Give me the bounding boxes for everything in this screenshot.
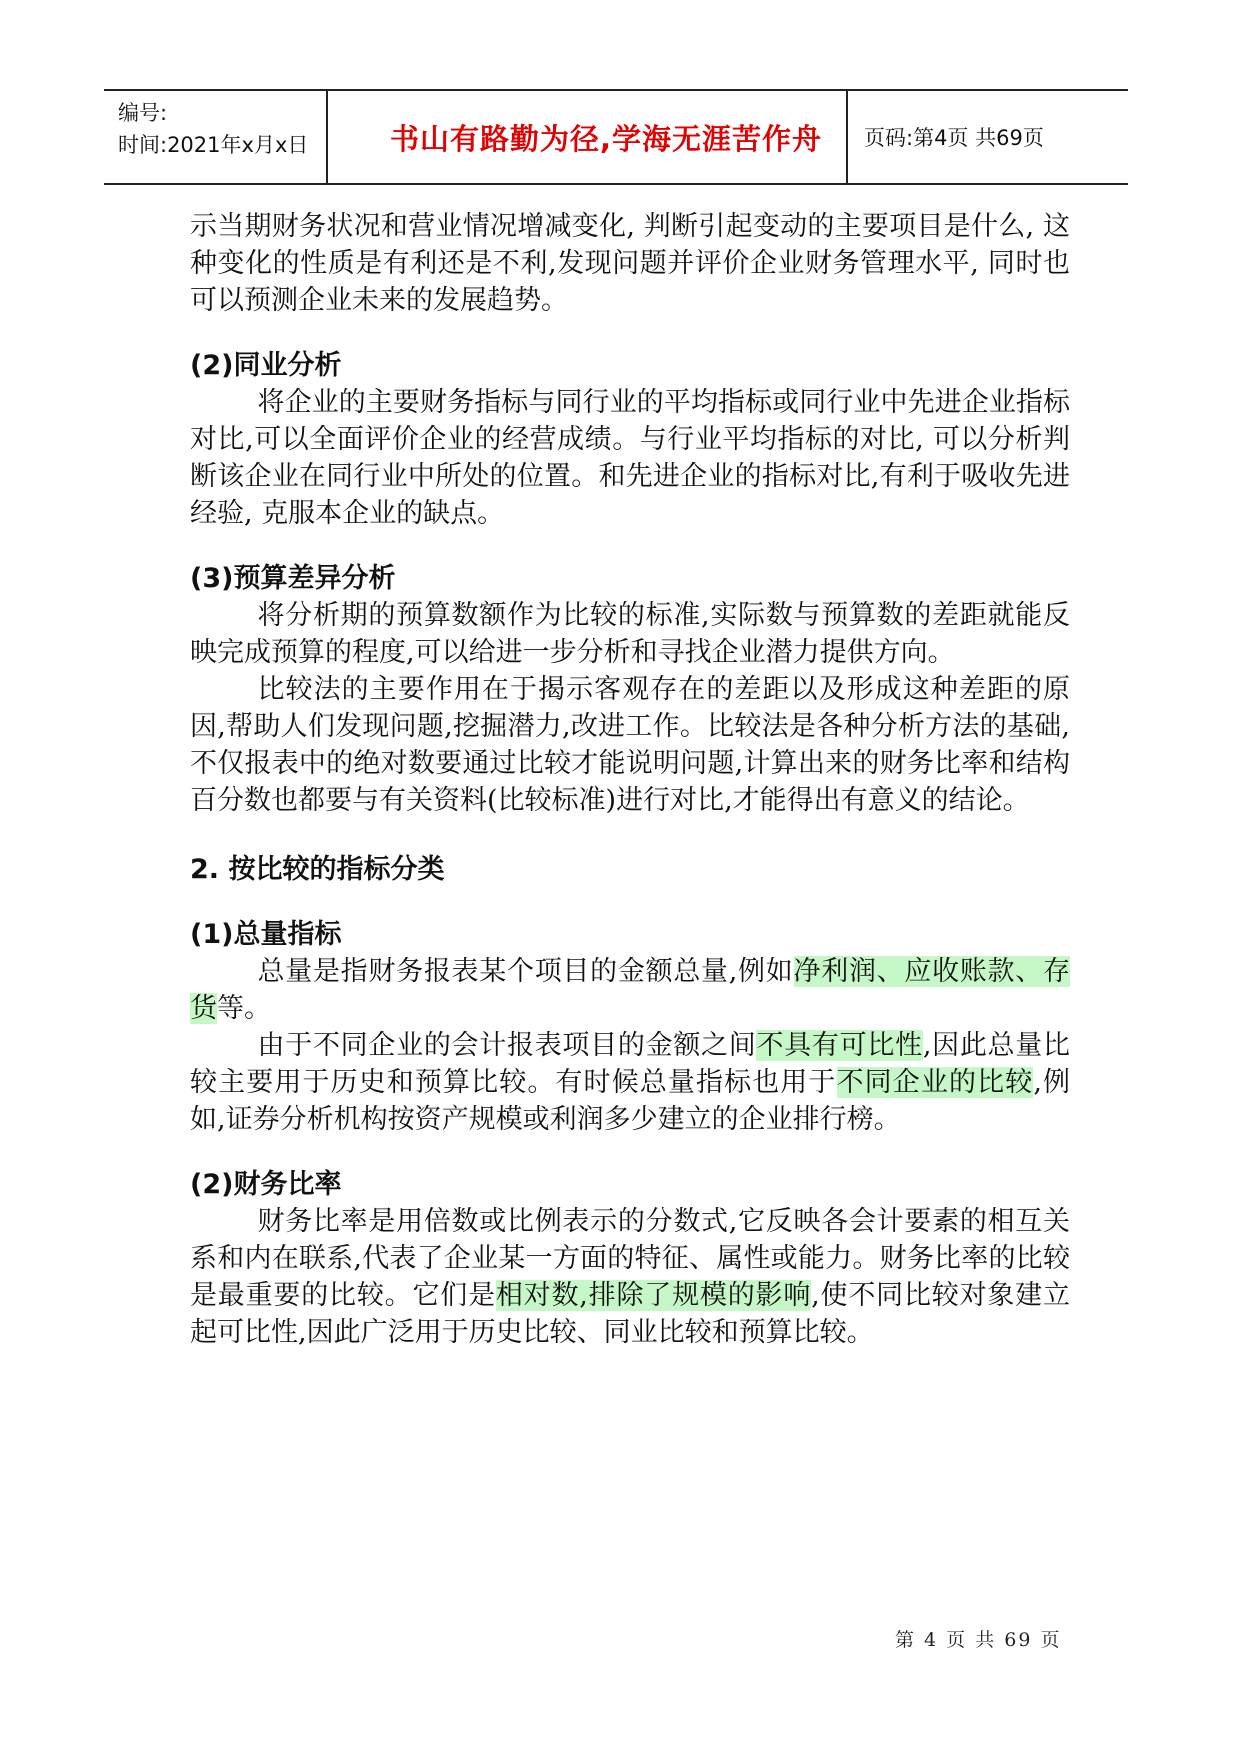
paragraph-ratio <box>190 1203 1070 1351</box>
header-page-number: 页码:第4页 共69页 <box>864 126 1044 150</box>
highlighted-text: 净利润、应收账款、存货 <box>190 956 1070 1024</box>
header-divider-right <box>846 91 848 183</box>
highlighted-text: 不具有可比性 <box>756 1030 923 1061</box>
text-run: ,使不同比较对象建立起可比性,因此广泛用于历史比较、同业比较和预算比较。 <box>190 1280 1070 1348</box>
section-heading-budget: (3)预算差异分析 <box>190 563 396 594</box>
document-time-label: 时间:2021年x月x日 <box>118 133 309 157</box>
paragraph-comparison: 比较法的主要作用在于揭示客观存在的差距以及形成这种差距的原因,帮助人们发现问题,挖掘潜力,改进工作。比较法是各种分析方法的基础,不仅报表中的绝对数要通过比较才能说明问题,计算出来的财务比率和结构百分数也都要与有关资料(比较标准)进行对比,才能得出有意义的结论。 <box>190 674 1070 816</box>
section-heading-total: (1)总量指标 <box>190 919 342 950</box>
paragraph-budget: 将分析期的预算数额作为比较的标准,实际数与预算数的差距就能反映完成预算的程度,可以给进一步分析和寻找企业潜力提供方向。 <box>190 600 1070 668</box>
text-run: 由于不同企业的会计报表项目的金额之间 <box>257 1030 757 1061</box>
highlighted-text: 相对数,排除了规模的影响 <box>495 1280 812 1311</box>
paragraph-intro: 示当期财务状况和营业情况增减变化, 判断引起变动的主要项目是什么, 这种变化的性质是有利还是不利,发现问题并评价企业财务管理水平, 同时也可以预测企业未来的发展趋势。 <box>190 211 1070 316</box>
header-meta <box>118 97 308 161</box>
paragraph-total <box>190 953 1070 1027</box>
section-heading-by-indicator: 2. 按比较的指标分类 <box>190 854 445 885</box>
text-run: ,因此总量比较主要用于历史和预算比较。有时候总量指标也用于 <box>190 1030 1070 1098</box>
highlighted-text: 不同企业的比较 <box>836 1067 1034 1098</box>
text-run: 总量是指财务报表某个项目的金额总量,例如 <box>257 956 794 987</box>
document-number-label: 编号: <box>118 101 168 125</box>
section-heading-ratio: (2)财务比率 <box>190 1169 342 1200</box>
document-body <box>190 208 1070 1351</box>
text-run: 等。 <box>217 993 271 1024</box>
text-run: ,例如,证券分析机构按资产规模或利润多少建立的企业排行榜。 <box>190 1067 1071 1135</box>
document-header <box>104 89 1128 185</box>
paragraph-comparability <box>190 1027 1070 1138</box>
paragraph-industry: 将企业的主要财务指标与同行业的平均指标或同行业中先进企业指标对比,可以全面评价企业的经营成绩。与行业平均指标的对比, 可以分析判断该企业在同行业中所处的位置。和先进企业的指标对比,有利于吸收先进经验, 克服本企业的缺点。 <box>190 387 1070 529</box>
text-run: 财务比率是用倍数或比例表示的分数式,它反映各会计要素的相互关系和内在联系,代表了企业某一方面的特征、属性或能力。财务比率的比较是最重要的比较。它们是 <box>190 1206 1070 1311</box>
header-divider-left <box>326 91 328 183</box>
footer-page-number: 第 4 页 共 69 页 <box>895 1629 1062 1651</box>
section-heading-industry: (2)同业分析 <box>190 350 342 381</box>
header-motto: 书山有路勤为径,学海无涯苦作舟 <box>389 121 823 156</box>
